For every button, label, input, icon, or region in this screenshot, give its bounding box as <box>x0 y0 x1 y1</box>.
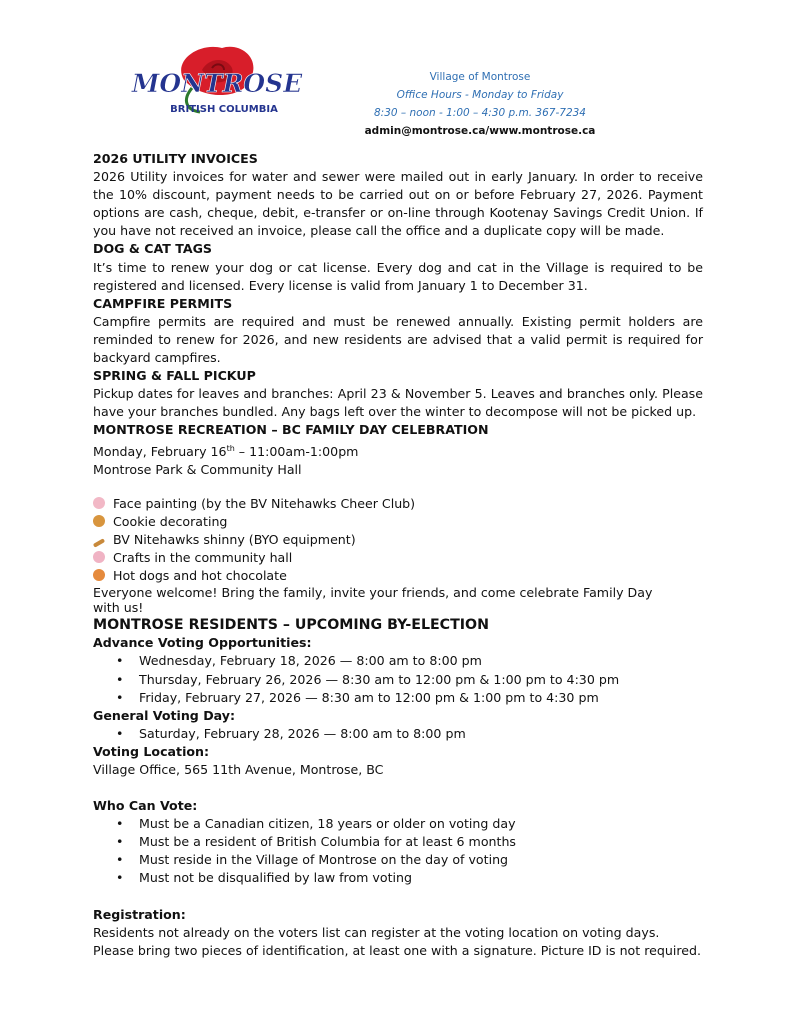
campfire-heading: CAMPFIRE PERMITS <box>93 295 233 311</box>
list-item: • Must be a Canadian citizen, 18 years or older on voting day <box>139 815 703 833</box>
list-item: • Must be a resident of British Columbia for at least 6 months <box>139 833 703 851</box>
cookie-icon <box>93 515 105 527</box>
list-item: • Must reside in the Village of Montrose on the day of voting <box>139 851 703 869</box>
recreation-date: Monday, February 16th – 11:00am-1:00pm <box>93 443 359 459</box>
list-item: • Thursday, February 26, 2026 — 8:30 am to 12:00 pm & 1:00 pm to 4:30 pm <box>139 671 703 689</box>
face-paint-icon <box>93 497 105 509</box>
montrose-logo <box>122 40 312 120</box>
utility-heading: 2026 UTILITY INVOICES <box>93 151 258 166</box>
list-item: • Must not be disqualified by law from voting <box>139 869 703 887</box>
recreation-location: Montrose Park & Community Hall <box>93 461 302 477</box>
hot-dog-icon <box>93 569 105 581</box>
pickup-heading: SPRING & FALL PICKUP <box>93 368 256 384</box>
crafts-icon <box>93 551 105 563</box>
list-item: BV Nitehawks shinny (BYO equipment) <box>93 531 703 549</box>
election-heading: MONTROSE RESIDENTS – UPCOMING BY-ELECTION <box>93 617 489 634</box>
who-heading: Who Can Vote: <box>93 798 198 814</box>
who-list <box>93 815 703 887</box>
list-item: • Wednesday, February 18, 2026 — 8:00 am to 8:00 pm <box>139 652 703 670</box>
recreation-heading: MONTROSE RECREATION – BC FAMILY DAY CELEBRATION <box>93 422 489 438</box>
utility-body: 2026 Utility invoices for water and sewer were mailed out in early January. In order to receive the 10% discount, payment needs to be carried out on or before February 27, 2026. Payment options are cash, cheque, debit, e-transfer or on-line through Kootenay Savings Credit Union. If you have not received an invoice, please call the office and a duplicate copy will be made. <box>93 169 703 239</box>
list-item: Crafts in the community hall <box>93 549 703 567</box>
office-info <box>330 68 630 140</box>
office-hours: Office Hours - Monday to Friday <box>396 89 564 101</box>
tags-body: It’s time to renew your dog or cat license. Every dog and cat in the Village is required to be registered and licensed. Every license is valid from January 1 to December 31. <box>93 259 703 293</box>
tags-heading: DOG & CAT TAGS <box>93 241 213 257</box>
campfire-body: Campfire permits are required and must be renewed annually. Existing permit holders are reminded to renew for 2026, and new residents are advised that a valid permit is required for backyard campfires. <box>93 313 703 366</box>
location-heading: Voting Location: <box>93 743 210 759</box>
list-item: Face painting (by the BV Nitehawks Cheer Club) <box>93 495 703 513</box>
general-list <box>93 725 703 743</box>
recreation-closing: Everyone welcome! Bring the family, invite your friends, and come celebrate Family Day with us! <box>93 585 653 616</box>
hours-detail: 8:30 – noon - 1:00 – 4:30 p.m. 367-7234 <box>373 107 586 119</box>
contact-link[interactable]: admin@montrose.ca/www.montrose.ca <box>364 125 596 137</box>
list-item: Hot dogs and hot chocolate <box>93 567 703 585</box>
advance-list <box>93 652 703 706</box>
pickup-body: Pickup dates for leaves and branches: April 23 & November 5. Leaves and branches only. Please have your branches bundled. Any bags left over the winter to decompose will not be picked up. <box>93 386 703 420</box>
hockey-stick-icon <box>93 538 105 547</box>
general-heading: General Voting Day: <box>93 707 236 723</box>
logo-subtext: BRITISH COLUMBIA <box>170 104 278 115</box>
location-text: Village Office, 565 11th Avenue, Montrose, BC <box>93 762 384 777</box>
activity-list <box>93 495 703 585</box>
list-item: • Saturday, February 28, 2026 — 8:00 am to 8:00 pm <box>139 725 703 743</box>
newsletter-body <box>93 150 703 960</box>
logo-wordmark: MONTROSE <box>131 69 303 98</box>
registration-body: Residents not already on the voters list can register at the voting location on voting days. Please bring two pieces of identification, at least one with a signature. Picture ID is not required. <box>93 924 701 958</box>
list-item: • Friday, February 27, 2026 — 8:30 am to 12:00 pm & 1:00 pm to 4:30 pm <box>139 689 703 707</box>
registration-heading: Registration: <box>93 906 186 922</box>
list-item: Cookie decorating <box>93 513 703 531</box>
advance-heading: Advance Voting Opportunities: <box>93 635 312 651</box>
org-name: Village of Montrose <box>429 71 531 83</box>
